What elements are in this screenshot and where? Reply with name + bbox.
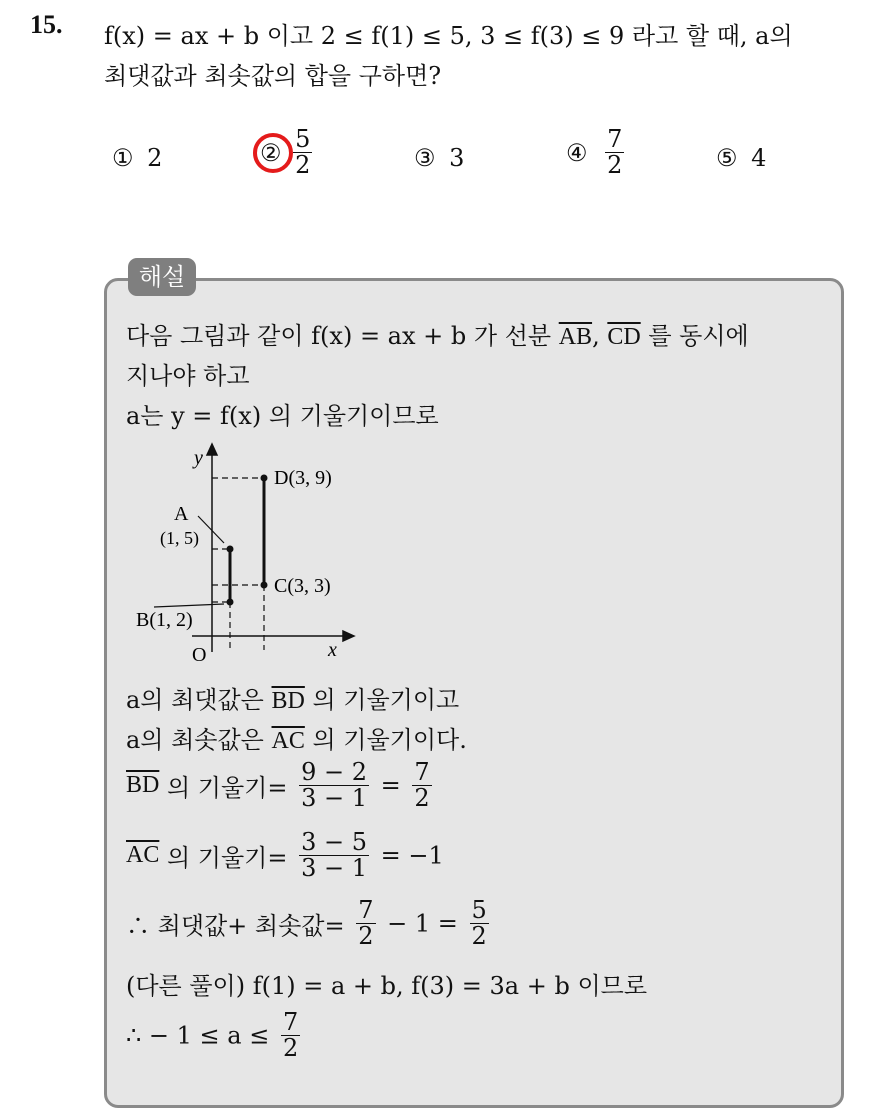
fraction-denominator: 2: [471, 922, 487, 951]
fraction-numerator: 3 − 5: [301, 828, 368, 856]
slope-fraction: [299, 830, 369, 881]
point-d: [261, 475, 268, 482]
fraction-denominator: 2: [358, 922, 374, 951]
slope-fraction: [299, 760, 369, 811]
sum-middle: − 1 =: [387, 909, 458, 938]
segment-cd: $\overline{CD}$: [607, 324, 641, 350]
fraction-denominator: 2: [607, 151, 623, 180]
solution-line-1: [126, 316, 749, 351]
coordinate-graph: [124, 440, 364, 670]
y-axis-label: y: [194, 447, 203, 469]
solution-text: a의 최댓값은: [126, 686, 264, 714]
choice-value: 2: [147, 144, 163, 172]
choice-value: 4: [751, 144, 767, 172]
choice-mark: ①: [112, 144, 134, 172]
solution-line-3: a는 y = f(x) 의 기울기이므로: [126, 402, 439, 430]
point-c-label: C(3, 3): [274, 575, 331, 597]
solution-line-5: [126, 720, 467, 755]
choice-mark: ⑤: [716, 144, 738, 172]
choice-value: 3: [449, 144, 465, 172]
y-axis-arrow: [207, 444, 217, 455]
solution-line-2: 지나야 하고: [126, 362, 250, 390]
solution-text: 의 기울기이다.: [312, 726, 467, 754]
segment-ac: $\overline{AC}$: [271, 728, 305, 754]
question-text-line1: f(x) = ax + b 이고 2 ≤ f(1) ≤ 5, 3 ≤ f(3) ≤ 9 라고 할 때, a의: [104, 22, 793, 50]
question-text-line2: 최댓값과 최솟값의 합을 구하면?: [104, 62, 442, 90]
choice-2[interactable]: [260, 127, 316, 178]
choice-fraction: [605, 127, 624, 178]
fraction-numerator: 7: [358, 896, 374, 924]
slope-text: 의 기울기=: [166, 774, 288, 803]
x-axis-arrow: [343, 631, 354, 641]
choice-5[interactable]: [716, 144, 766, 172]
fraction-numerator: 5: [295, 125, 311, 153]
fraction-denominator: 2: [414, 784, 430, 813]
leader-a: [198, 516, 224, 543]
point-d-label: D(3, 9): [274, 467, 332, 489]
final-text: ∴ − 1 ≤ a ≤: [126, 1021, 270, 1050]
point-b-label: B(1, 2): [136, 609, 193, 631]
choice-4[interactable]: [566, 127, 628, 178]
fraction-denominator: 3 − 1: [301, 784, 368, 813]
sum-text: ∴ 최댓값+ 최솟값=: [126, 912, 345, 941]
point-a-coord: (1, 5): [160, 528, 199, 548]
alternative-solution-line: (다른 풀이) f(1) = a + b, f(3) = 3a + b 이므로: [126, 972, 647, 1000]
solution-text: 의 기울기이고: [312, 686, 460, 714]
final-fraction: [281, 1010, 300, 1061]
choice-mark: ③: [414, 144, 436, 172]
point-a-name: A: [174, 503, 189, 525]
origin-label: O: [192, 644, 207, 666]
fraction-denominator: 3 − 1: [301, 854, 368, 883]
choice-fraction: [293, 127, 312, 178]
fraction-numerator: 7: [282, 1008, 299, 1036]
fraction-numerator: 9 − 2: [301, 758, 368, 786]
segment-bd: $\overline{BD}$: [126, 772, 160, 799]
solution-line-4: [126, 680, 459, 715]
comma: ,: [592, 322, 600, 350]
slope-text: 의 기울기=: [166, 844, 288, 873]
x-axis-label: x: [328, 639, 337, 661]
slope-bd-line: [126, 760, 436, 811]
segment-bd: $\overline{BD}$: [271, 688, 305, 714]
final-inequality-line: [126, 1010, 304, 1061]
sum-line: [126, 898, 493, 949]
fraction-denominator: 2: [282, 1034, 299, 1063]
point-a: [227, 546, 234, 553]
fraction-numerator: 7: [607, 125, 623, 153]
fraction-numerator: 7: [414, 758, 430, 786]
point-b: [227, 599, 234, 606]
slope-result: = −1: [380, 841, 444, 870]
solution-text: a의 최솟값은: [126, 726, 264, 754]
question-number: 15.: [30, 10, 63, 39]
result-fraction: [412, 760, 431, 811]
fraction-denominator: 2: [295, 151, 311, 180]
solution-text: 다음 그림과 같이 f(x) = ax + b 가 선분: [126, 322, 552, 350]
choice-3[interactable]: [414, 144, 464, 172]
max-fraction: [356, 898, 375, 949]
choice-mark: ②: [260, 138, 282, 167]
slope-ac-line: [126, 830, 444, 881]
solution-tag: 해설: [128, 258, 196, 296]
equals-sign: =: [380, 771, 401, 800]
sum-result-fraction: [470, 898, 489, 949]
leader-b: [154, 604, 224, 607]
choice-1[interactable]: [112, 144, 162, 172]
point-c: [261, 582, 268, 589]
segment-ab: $\overline{AB}$: [558, 324, 593, 350]
fraction-numerator: 5: [471, 896, 487, 924]
choice-mark: ④: [566, 138, 588, 167]
solution-text: 를 동시에: [648, 322, 749, 350]
segment-ac: $\overline{AC}$: [126, 842, 160, 869]
